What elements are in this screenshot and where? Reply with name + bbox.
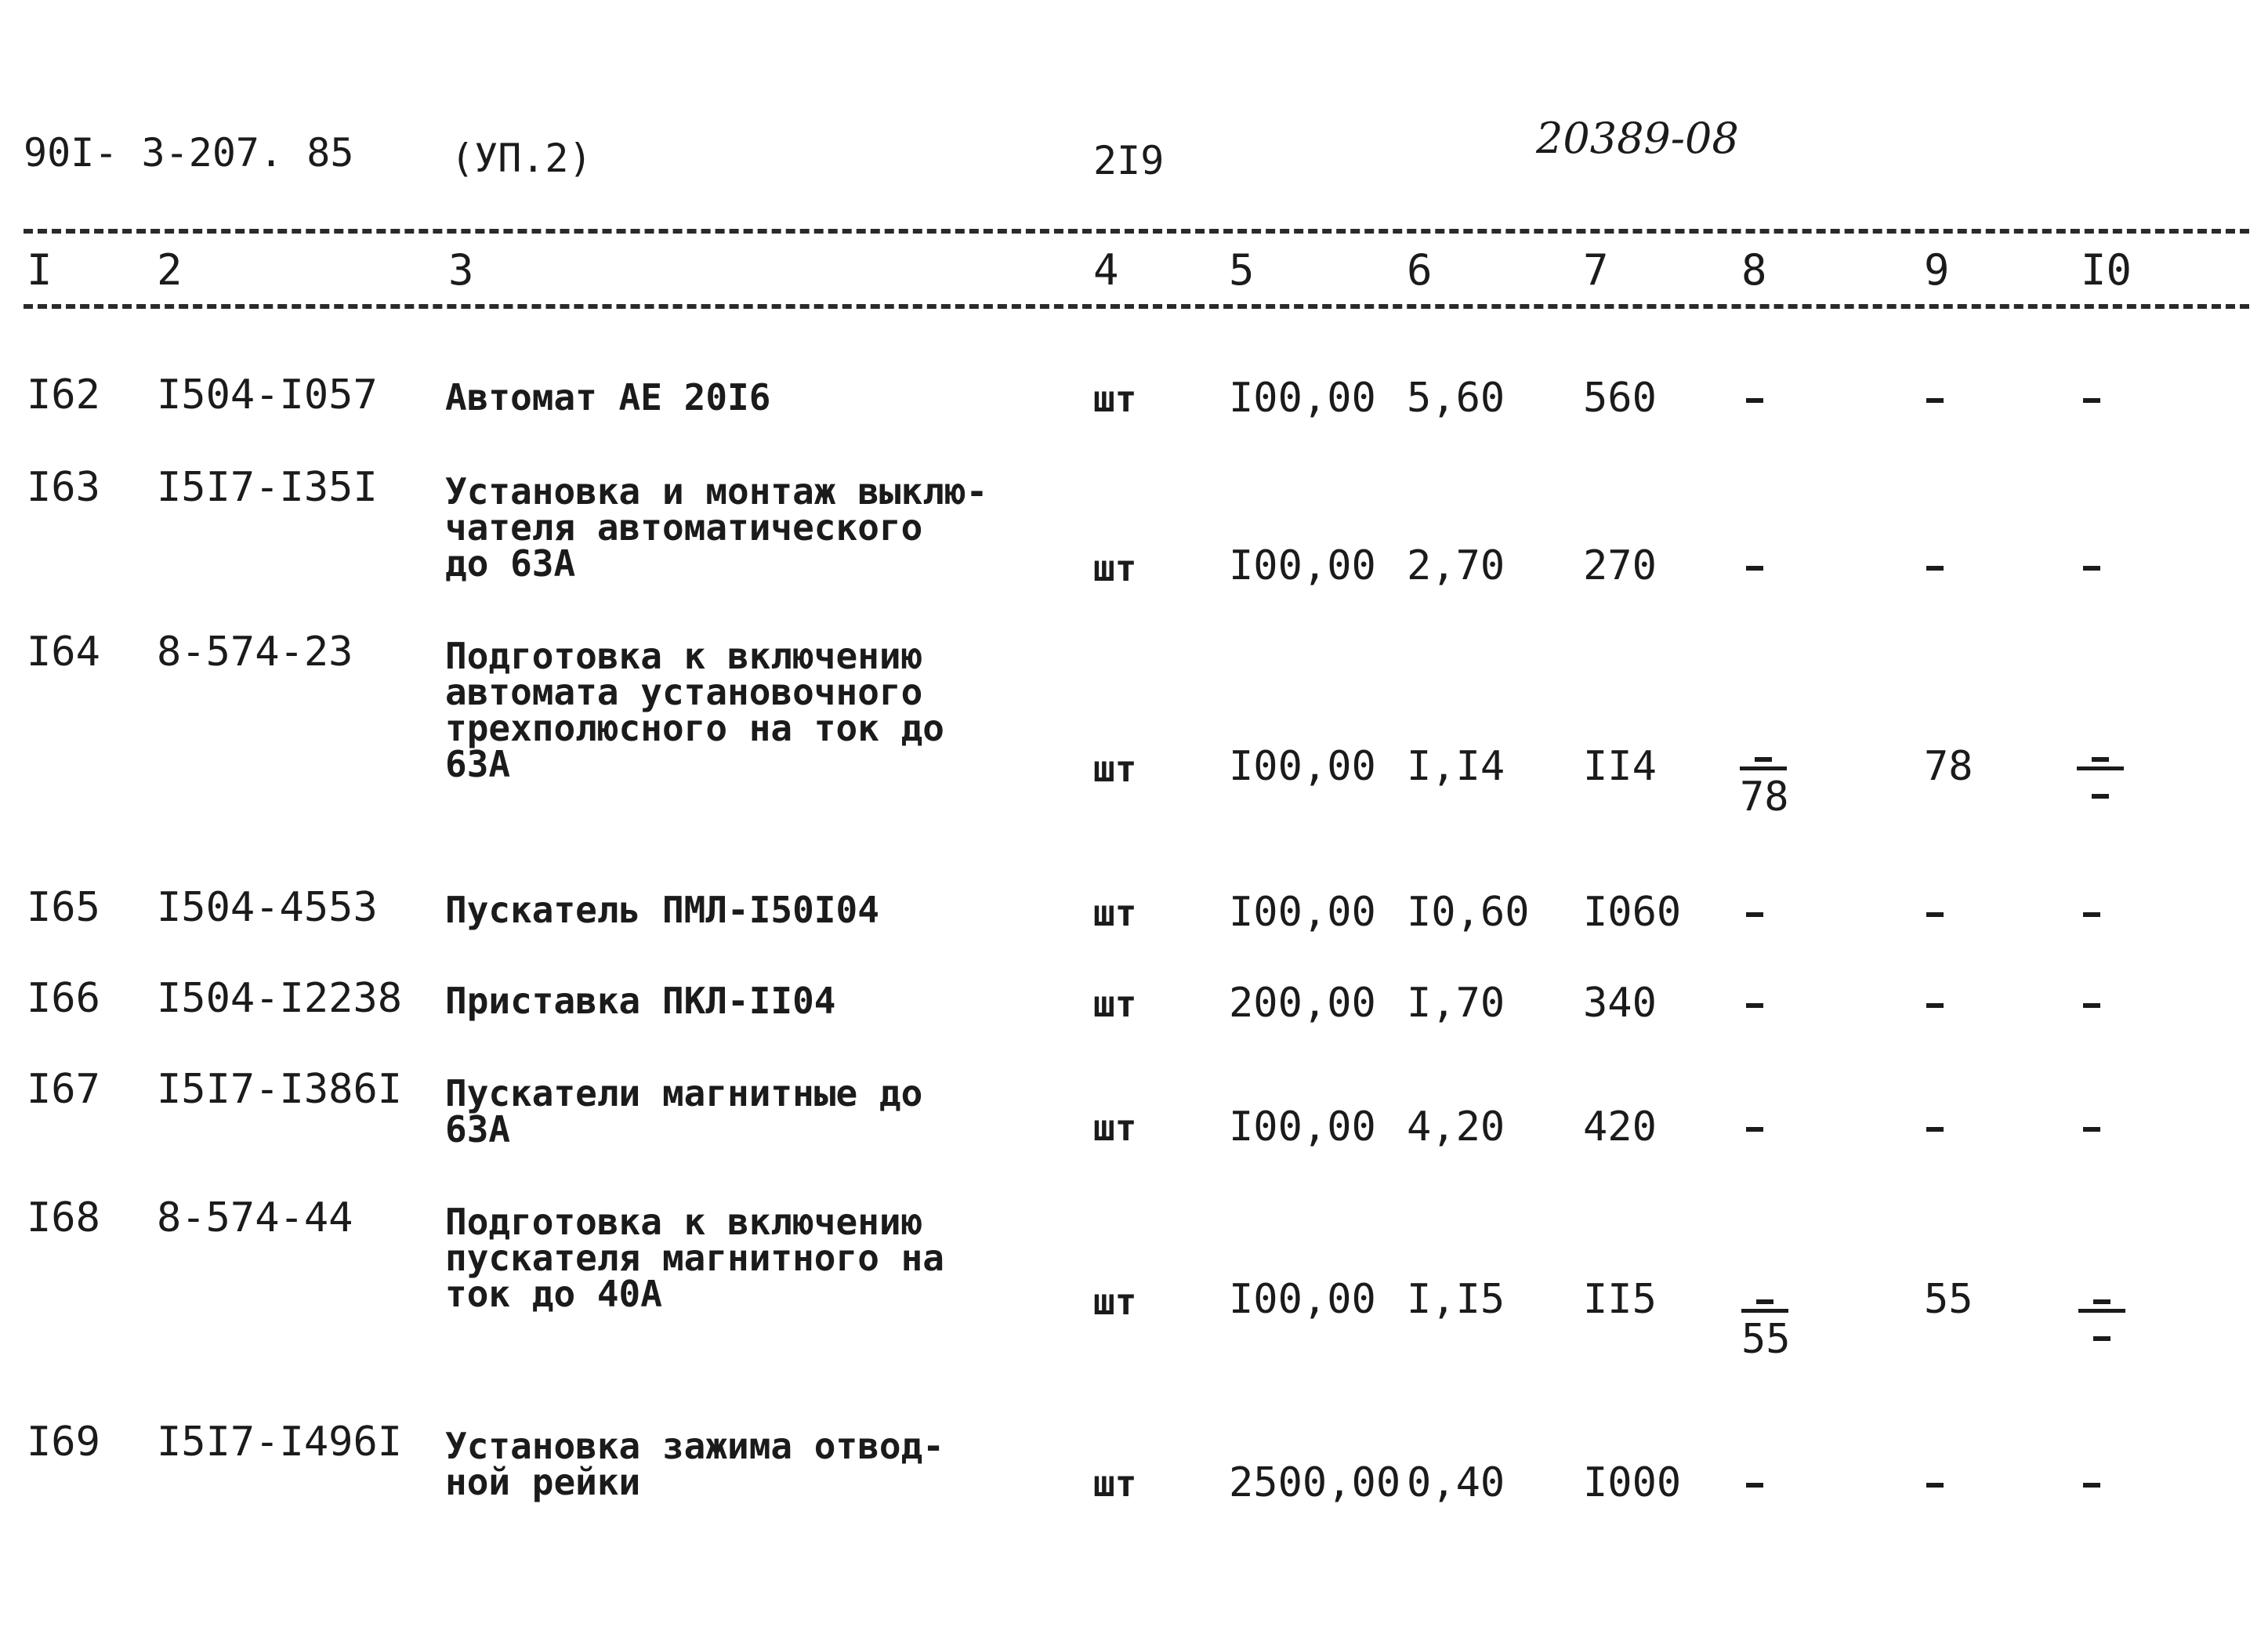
row-col9-dash: [1926, 1003, 1944, 1008]
row-code: I5I7-I386I: [157, 1066, 403, 1113]
fraction-denominator: 78: [1740, 774, 1789, 821]
fraction-denominator-dash: [2093, 1336, 2110, 1341]
row-col7: 560: [1583, 375, 1657, 422]
row-code: I5I7-I496I: [157, 1419, 403, 1466]
row-col6: 4,20: [1407, 1103, 1505, 1151]
row-col8-dash: [1746, 1127, 1763, 1132]
row-description: Подготовка к включению пускателя магнитного на ток до 40А: [445, 1201, 944, 1315]
row-col10-dash: [2083, 1483, 2100, 1488]
row-col7: II5: [1583, 1276, 1657, 1323]
fraction-numerator-dash: [2093, 1299, 2110, 1304]
row-unit: шт: [1093, 1281, 1137, 1323]
row-number: I69: [27, 1419, 100, 1466]
row-col7: I000: [1583, 1459, 1682, 1506]
row-code: 8-574-23: [157, 629, 353, 676]
fraction-bar: [1740, 766, 1787, 770]
row-col9-dash: [1926, 398, 1944, 403]
row-description: Подготовка к включению автомата установочного трехполюсного на ток до 63А: [445, 635, 944, 785]
column-number-9: 9: [1924, 245, 1950, 295]
row-col8-dash: [1746, 1483, 1763, 1488]
row-code: I504-I057: [157, 371, 378, 419]
row-col7: 270: [1583, 542, 1657, 589]
row-unit: шт: [1093, 1107, 1137, 1149]
row-col7: 420: [1583, 1103, 1657, 1151]
row-col8-fraction: [1741, 1299, 1791, 1363]
column-number-5: 5: [1229, 245, 1255, 295]
row-col5: I00,00: [1229, 889, 1376, 936]
row-code: I504-4553: [157, 884, 378, 931]
fraction-bar: [2077, 766, 2124, 770]
row-unit: шт: [1093, 547, 1137, 589]
row-unit: шт: [1093, 748, 1137, 790]
row-number: I68: [27, 1194, 100, 1241]
column-number-8: 8: [1741, 245, 1767, 295]
row-col7: 340: [1583, 980, 1657, 1027]
row-col8-fraction: [1740, 757, 1789, 821]
row-col5: I00,00: [1229, 743, 1376, 790]
column-number-4: 4: [1093, 245, 1119, 295]
row-col8-dash: [1746, 912, 1763, 917]
row-unit: шт: [1093, 983, 1137, 1025]
row-col10-dash: [2083, 566, 2100, 571]
row-col6: I,I4: [1407, 743, 1505, 790]
row-col9-dash: [1926, 912, 1944, 917]
row-col10-fraction: [2078, 1299, 2125, 1324]
row-col6: I0,60: [1407, 889, 1530, 936]
row-col9-dash: [1926, 566, 1944, 571]
row-col6: I,70: [1407, 980, 1505, 1027]
row-code: I504-I2238: [157, 975, 403, 1022]
row-col9: 55: [1924, 1276, 1973, 1323]
header-rule-bottom: [24, 304, 2249, 309]
row-col6: 0,40: [1407, 1459, 1505, 1506]
row-number: I67: [27, 1066, 100, 1113]
document-code: 90I- 3-207. 85: [24, 130, 354, 176]
column-number-1: I: [27, 245, 53, 295]
row-description: Автомат АЕ 20I6: [445, 376, 771, 419]
row-number: I62: [27, 371, 100, 419]
row-description: Пускатели магнитные до 63А: [445, 1072, 923, 1151]
row-col5: I00,00: [1229, 1103, 1376, 1151]
row-col6: 5,60: [1407, 375, 1505, 422]
column-number-6: 6: [1407, 245, 1433, 295]
row-col7: II4: [1583, 743, 1657, 790]
column-number-10: I0: [2081, 245, 2132, 295]
row-col6: I,I5: [1407, 1276, 1505, 1323]
row-description: Установка и монтаж выклю- чателя автоматического до 63А: [445, 470, 988, 585]
row-code: 8-574-44: [157, 1194, 353, 1241]
row-col8-dash: [1746, 398, 1763, 403]
row-col7: I060: [1583, 889, 1682, 936]
fraction-denominator-dash: [2092, 794, 2109, 799]
row-number: I63: [27, 464, 100, 511]
row-unit: шт: [1093, 1462, 1137, 1505]
row-number: I65: [27, 884, 100, 931]
row-col9-dash: [1926, 1127, 1944, 1132]
row-col10-dash: [2083, 1127, 2100, 1132]
row-col10-dash: [2083, 912, 2100, 917]
column-number-2: 2: [157, 245, 183, 295]
row-col5: I00,00: [1229, 542, 1376, 589]
album-label: (УП.2): [451, 136, 592, 181]
row-col10-fraction: [2077, 757, 2124, 781]
row-description: Установка зажима отвод- ной рейки: [445, 1425, 944, 1503]
fraction-numerator-dash: [1756, 1299, 1773, 1304]
header-rule-top: [24, 229, 2249, 234]
row-col5: I00,00: [1229, 1276, 1376, 1323]
fraction-bar: [1741, 1309, 1788, 1313]
row-code: I5I7-I35I: [157, 464, 378, 511]
row-col8-dash: [1746, 566, 1763, 571]
column-number-3: 3: [448, 245, 474, 295]
row-col9-dash: [1926, 1483, 1944, 1488]
row-col6: 2,70: [1407, 542, 1505, 589]
fraction-bar: [2078, 1309, 2125, 1313]
fraction-numerator-dash: [1755, 757, 1772, 762]
row-description: Пускатель ПМЛ-I50I04: [445, 889, 879, 931]
fraction-numerator-dash: [2092, 757, 2109, 762]
inventory-number: 20389-08: [1536, 114, 1739, 163]
row-col10-dash: [2083, 398, 2100, 403]
row-col5: 2500,00: [1229, 1459, 1401, 1506]
row-col5: I00,00: [1229, 375, 1376, 422]
fraction-denominator: 55: [1741, 1316, 1791, 1363]
row-unit: шт: [1093, 892, 1137, 934]
row-col8-dash: [1746, 1003, 1763, 1008]
row-col10-dash: [2083, 1003, 2100, 1008]
row-number: I64: [27, 629, 100, 676]
row-col5: 200,00: [1229, 980, 1376, 1027]
column-number-7: 7: [1583, 245, 1609, 295]
row-description: Приставка ПКЛ-II04: [445, 980, 836, 1022]
row-unit: шт: [1093, 378, 1137, 420]
page-number: 2I9: [1093, 138, 1165, 183]
row-number: I66: [27, 975, 100, 1022]
row-col9: 78: [1924, 743, 1973, 790]
